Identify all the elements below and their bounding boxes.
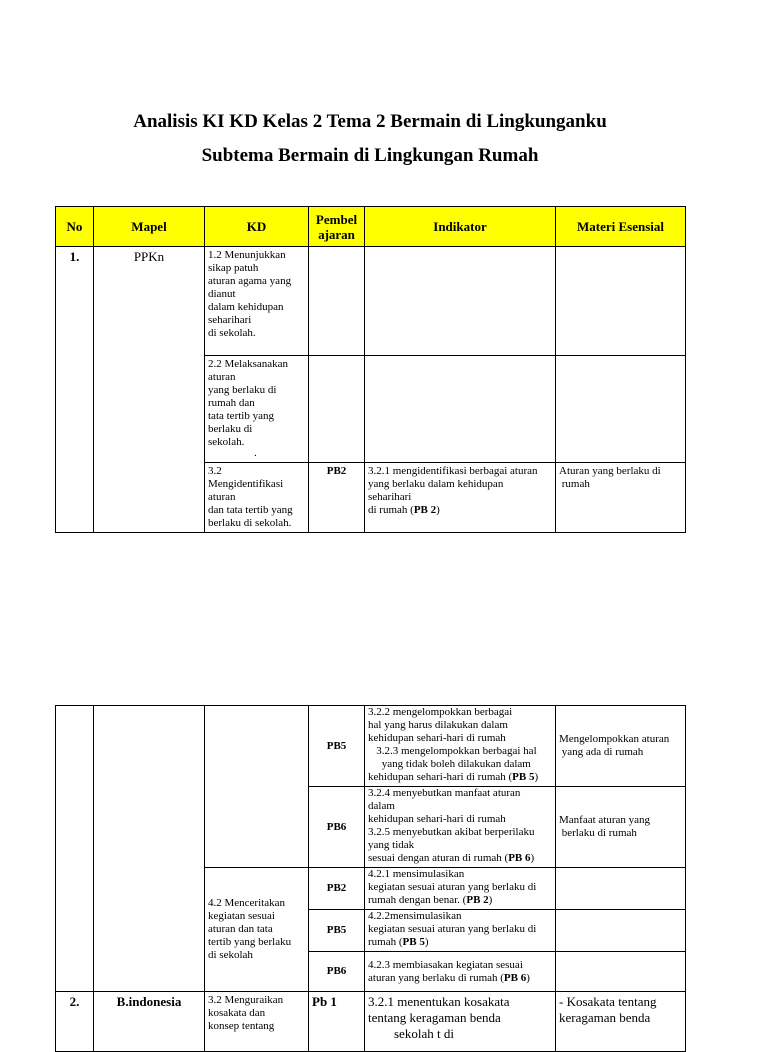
materi-line: - Kosakata tentang <box>559 994 657 1009</box>
kd-line: di sekolah <box>208 949 253 961</box>
page-title: Analisis KI KD Kelas 2 Tema 2 Bermain di Lingkunganku <box>133 111 607 132</box>
kd-line: sikap patuh <box>208 262 259 274</box>
indikator-line: 3.2.5 menyebutkan akibat berperilaku <box>368 826 535 838</box>
indikator-line: kegiatan sesuai aturan yang berlaku di <box>368 923 537 935</box>
indikator-line: sekolah t di <box>368 1026 454 1041</box>
indikator-cell <box>365 706 556 787</box>
kd-line: berlaku di sekolah. <box>208 517 292 529</box>
indikator-line: tentang keragaman benda <box>368 1010 501 1025</box>
indikator-line: 4.2.1 mensimulasikan <box>368 868 465 880</box>
kd-line: aturan <box>208 371 236 383</box>
pb-reference: PB 5 <box>402 936 425 948</box>
kd-cell <box>205 463 309 533</box>
indikator-text: ) <box>526 971 530 984</box>
materi-line: Aturan yang berlaku di <box>559 465 661 477</box>
pb-cell: PB2 <box>309 868 365 910</box>
materi-cell <box>556 247 686 356</box>
pb-reference: PB 6 <box>503 971 527 984</box>
indikator-cell <box>365 463 556 533</box>
pb-cell: PB5 <box>309 910 365 952</box>
indikator-line <box>368 771 552 784</box>
indikator-text: ) <box>424 936 429 948</box>
materi-cell <box>556 787 686 868</box>
pb-cell: Pb 1 <box>309 992 365 1052</box>
indikator-line <box>368 972 552 985</box>
kd-line: dalam kehidupan <box>208 301 284 313</box>
kd-cell <box>205 247 309 356</box>
indikator-text: rumah ( <box>368 936 403 948</box>
materi-line: yang ada di rumah <box>559 746 644 758</box>
indikator-line: yang tidak boleh dilakukan dalam <box>368 758 531 770</box>
kd-line: konsep tentang <box>208 1020 275 1032</box>
kd-line: 3.2 <box>208 465 222 477</box>
table-header-row <box>56 207 686 247</box>
page-subtitle: Subtema Bermain di Lingkungan Rumah <box>201 145 539 166</box>
row-mapel: PPKn <box>94 247 205 533</box>
indikator-line <box>368 852 552 865</box>
kd-line: aturan agama yang <box>208 275 292 287</box>
materi-cell <box>556 706 686 787</box>
kd-line: 4.2 Menceritakan <box>208 897 285 909</box>
kd-line: yang berlaku di <box>208 384 277 396</box>
indikator-line: 3.2.4 menyebutkan manfaat aturan <box>368 787 521 799</box>
pb-cell: PB6 <box>309 952 365 992</box>
kd-line: tertib yang berlaku <box>208 936 292 948</box>
header-mapel: Mapel <box>94 207 205 247</box>
indikator-line: 4.2.3 membiasakan kegiatan sesuai <box>368 958 523 971</box>
indikator-text: di rumah ( <box>368 504 414 516</box>
header-materi: Materi Esensial <box>556 207 686 247</box>
table-row <box>56 247 686 356</box>
indikator-line: 4.2.2mensimulasikan <box>368 910 462 922</box>
indikator-cell <box>365 952 556 992</box>
header-pembelajaran-line1: Pembel <box>315 211 358 227</box>
indikator-line: kehidupan sehari-hari di rumah <box>368 732 506 744</box>
indikator-line: 3.2.1 mengidentifikasi berbagai aturan <box>368 465 538 477</box>
kd-line: kegiatan sesuai <box>208 910 275 922</box>
header-pembelajaran-line2: ajaran <box>318 226 355 242</box>
indikator-line: hal yang harus dilakukan dalam <box>368 719 508 731</box>
row-mapel: B.indonesia <box>94 992 205 1052</box>
materi-cell <box>556 356 686 463</box>
pb-cell: PB2 <box>309 463 365 533</box>
kd-line: rumah dan <box>208 397 255 409</box>
indikator-text: ) <box>436 504 440 516</box>
indikator-line: 3.2.3 mengelompokkan berbagai hal <box>368 745 537 757</box>
kd-cell <box>205 356 309 463</box>
pb-reference: PB 2 <box>413 504 437 516</box>
indikator-text: rumah dengan benar. ( <box>368 894 467 906</box>
kd-line: berlaku di <box>208 423 253 435</box>
indikator-line: dalam <box>368 800 395 812</box>
kd-dot: . <box>254 447 257 459</box>
indikator-cell <box>365 868 556 910</box>
indikator-cell <box>365 356 556 463</box>
materi-cell <box>556 910 686 952</box>
materi-line: Mengelompokkan aturan <box>559 733 670 745</box>
pb-reference: PB 2 <box>466 894 489 906</box>
indikator-cell <box>365 910 556 952</box>
header-pembelajaran <box>309 207 365 247</box>
materi-cell <box>556 952 686 992</box>
row-mapel <box>94 706 205 992</box>
indikator-line: 3.2.2 mengelompokkan berbagai <box>368 706 513 718</box>
pb-cell: PB6 <box>309 787 365 868</box>
indikator-text: ) <box>530 852 535 864</box>
materi-line: Manfaat aturan yang <box>559 814 651 826</box>
kd-line: di sekolah. <box>208 327 256 339</box>
materi-line: keragaman benda <box>559 1010 651 1025</box>
kd-cell <box>205 706 309 868</box>
table-row <box>56 992 686 1052</box>
materi-line: rumah <box>559 478 590 490</box>
row-number: 2. <box>56 992 94 1052</box>
kd-line: aturan <box>208 491 236 503</box>
kd-cell <box>205 868 309 992</box>
indikator-line: seharihari <box>368 491 412 503</box>
pb-reference: PB 5 <box>512 771 535 783</box>
row-number <box>56 706 94 992</box>
kd-line: 1.2 Menunjukkan <box>208 249 286 261</box>
indikator-line <box>368 504 552 517</box>
indikator-line <box>368 894 552 907</box>
indikator-text: ) <box>488 894 493 906</box>
kd-line: kosakata dan <box>208 1007 266 1019</box>
kd-line: 2.2 Melaksanakan <box>208 358 289 370</box>
indikator-line: 3.2.1 menentukan kosakata <box>368 994 510 1009</box>
indikator-text: aturan yang berlaku di rumah ( <box>368 971 504 984</box>
pb-cell: PB5 <box>309 706 365 787</box>
kd-line: dianut <box>208 288 236 300</box>
indikator-cell <box>365 992 556 1052</box>
kd-line: Mengidentifikasi <box>208 478 284 490</box>
header-indikator: Indikator <box>365 207 556 247</box>
analysis-table-1 <box>55 206 686 533</box>
kd-line: aturan dan tata <box>208 923 273 935</box>
kd-cell <box>205 992 309 1052</box>
materi-cell <box>556 992 686 1052</box>
indikator-cell <box>365 787 556 868</box>
materi-line: berlaku di rumah <box>559 827 637 839</box>
indikator-text: ) <box>534 771 539 783</box>
table-row <box>56 706 686 787</box>
materi-cell <box>556 868 686 910</box>
indikator-line: kegiatan sesuai aturan yang berlaku di <box>368 881 537 893</box>
kd-line: dan tata tertib yang <box>208 504 293 516</box>
kd-line: seharihari <box>208 314 252 326</box>
indikator-line <box>368 936 552 949</box>
indikator-text: sesuai dengan aturan di rumah ( <box>368 852 509 864</box>
header-kd: KD <box>205 207 309 247</box>
indikator-text: kehidupan sehari-hari di rumah ( <box>368 771 513 783</box>
kd-line: 3.2 Menguraikan <box>208 994 284 1006</box>
analysis-table-2 <box>55 705 686 1052</box>
pb-cell <box>309 247 365 356</box>
kd-line: sekolah. <box>208 436 245 448</box>
header-no: No <box>56 207 94 247</box>
indikator-line: kehidupan sehari-hari di rumah <box>368 813 506 825</box>
indikator-line: yang berlaku dalam kehidupan <box>368 478 504 490</box>
indikator-cell <box>365 247 556 356</box>
pb-cell <box>309 356 365 463</box>
kd-line: tata tertib yang <box>208 410 274 422</box>
indikator-line: yang tidak <box>368 839 415 851</box>
row-number: 1. <box>56 247 94 533</box>
materi-cell <box>556 463 686 533</box>
pb-reference: PB 6 <box>508 852 531 864</box>
